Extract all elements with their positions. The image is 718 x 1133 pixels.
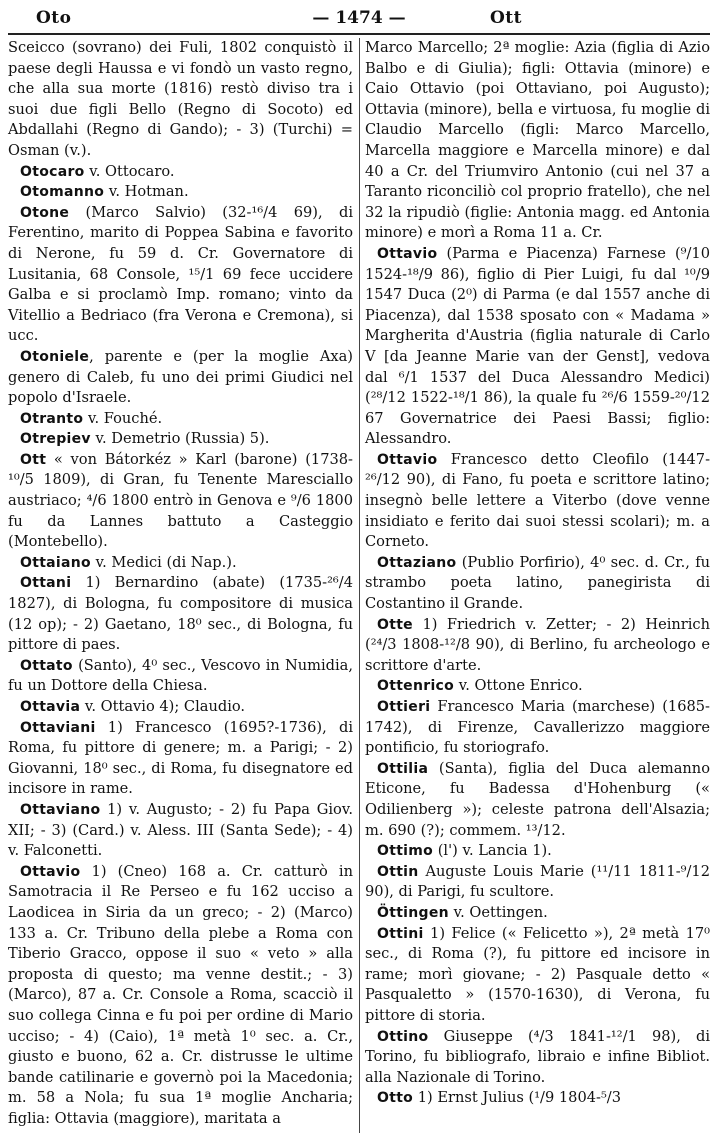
dictionary-entry bbox=[8, 718, 353, 800]
entry-headword: Otoniele bbox=[20, 348, 90, 365]
dictionary-entry bbox=[365, 450, 710, 553]
dictionary-entry bbox=[365, 697, 710, 759]
entry-text: 1) Felice (« Felicetto »), 2ª metà 17⁰ sec., di Roma (?), fu pittore ed incisore in rame; morì giovane; - 2) Pasquale detto « Pasqualetto » (1570-1630), di Verona, fu pittore di storia. bbox=[365, 924, 710, 1024]
page-header bbox=[8, 4, 710, 34]
entry-text: Auguste Louis Marie (¹¹/11 1811-⁹/12 90), di Parigi, fu scultore. bbox=[365, 862, 710, 901]
entry-text: v. Ottone Enrico. bbox=[454, 677, 583, 695]
entry-headword: Ottin bbox=[377, 863, 419, 880]
entry-text: Francesco detto Cleofilo (1447-²⁶/12 90), di Fano, fu poeta e scrittore latino; insegnò belle lettere a Viterbo (dove venne insidiato e ferito dai suoi stessi scolari); m. a Corneto. bbox=[365, 450, 710, 551]
dictionary-entry bbox=[8, 862, 353, 1130]
left-column bbox=[8, 38, 353, 1129]
dictionary-entry bbox=[365, 862, 710, 903]
entry-headword: Otrepiev bbox=[20, 431, 91, 448]
dictionary-entry bbox=[8, 429, 353, 450]
dictionary-entry bbox=[8, 38, 353, 162]
dictionary-entry bbox=[8, 656, 353, 697]
header-left-guide-word: Oto bbox=[36, 8, 72, 28]
entry-headword: Ottini bbox=[377, 925, 424, 942]
entry-text: v. Hotman. bbox=[104, 183, 189, 201]
entry-headword: Otocaro bbox=[20, 163, 85, 180]
entry-headword: Ottilia bbox=[377, 760, 429, 777]
dictionary-entry bbox=[8, 347, 353, 409]
entry-headword: Ottavio bbox=[20, 863, 81, 880]
dictionary-entry bbox=[8, 697, 353, 718]
entry-text: 1) Francesco (1695?-1736), di Roma, fu pittore di genere; m. a Parigi; - 2) Giovanni, 18⁰ sec., di Roma, fu disegnatore ed incisore in rame. bbox=[8, 718, 353, 798]
entry-text: v. Medici (di Nap.). bbox=[90, 553, 237, 571]
entry-headword: Ottaviano bbox=[20, 801, 101, 818]
entry-headword: Ottani bbox=[20, 575, 72, 592]
entry-text: 1) (Cneo) 168 a. Cr. catturò in Samotracia il Re Perseo e fu 162 ucciso a Laodicea in Siria da un greco; - 2) (Marco) 133 a. Cr. Tribuno della plebe a Roma con Tiberio Gracco, oppose il suo « veto » alla proposta di questo; ma venne destit.; - 3) (Marco), 87 a. Cr. Console a Roma, scacciò il suo collega Cinna e fu poi per ordine di Mario ucciso; - 4) (Caio), 1ª metà 1⁰ sec. a. Cr., giusto e buono, 62 a. Cr. distrusse le ultime bande catilinarie e governò poi la Macedonia; m. 58 a Nola; fu sua 1ª moglie Ancharia; figlia: Ottavia (maggiore), maritata a bbox=[8, 862, 353, 1127]
entry-headword: Ottavio bbox=[377, 451, 438, 468]
entry-headword: Ottaiano bbox=[20, 554, 91, 571]
entry-text: (Parma e Piacenza) Farnese (⁹/10 1524-¹⁸/9 86), figlio di Pier Luigi, fu dal ¹⁰/9 1547 Duca (2⁰) di Parma (e dal 1557 anche di Piacenza), dal 1538 sposato con « Madama » Margherita d'Austria (figlia naturale di Carlo V [da Jeanne Marie van der Genst], vedova dal ⁶/1 1537 del Duca Alessandro Medici) (²⁸/12 1522-¹⁸/1 86), la quale fu ²⁶/6 1559-²⁰/12 67 Governatrice dei Paesi Bassi; figlio: Alessandro. bbox=[365, 244, 710, 448]
dictionary-entry bbox=[365, 615, 710, 677]
entry-text: (Publio Porfirio), 4⁰ sec. d. Cr., fu strambo poeta latino, panegirista di Costantino il Grande. bbox=[365, 553, 710, 613]
right-column bbox=[365, 38, 710, 1109]
dictionary-entry bbox=[365, 38, 710, 244]
entry-text: (Marco Salvio) (32-¹⁶/4 69), di Ferentino, marito di Poppea Sabina e favorito di Nerone, fu 59 d. Cr. Governatore di Lusitania, 68 Console, ¹⁵/1 69 fece uccidere Galba e si proclamò Imp. romano; vinto da Vitellio a Bedriaco (fra Verona e Cremona), si ucc. bbox=[8, 203, 353, 345]
entry-text: Francesco Maria (marchese) (1685-1742), di Firenze, Cavallerizzo maggiore pontificio, fu storiografo. bbox=[365, 698, 710, 757]
dictionary-entry bbox=[365, 1027, 710, 1089]
entry-text: (l') v. Lancia 1). bbox=[433, 842, 552, 860]
entry-headword: Ottaviani bbox=[20, 719, 96, 736]
entry-text: (Santa), figlia del Duca alemanno Eticone, fu Badessa d'Hohenburg (« Odilienberg »); celeste patrona dell'Alsazia; m. 690 (?); commem. ¹³/12. bbox=[365, 759, 710, 839]
entry-text: v. Oettingen. bbox=[448, 903, 548, 921]
entry-text: v. Demetrio (Russia) 5). bbox=[90, 430, 270, 448]
dictionary-entry bbox=[365, 1088, 710, 1109]
entry-headword: Öttingen bbox=[377, 904, 449, 921]
dictionary-entry bbox=[8, 573, 353, 655]
entry-text: 1) Ernst Julius (¹/9 1804-⁵/3 bbox=[413, 1089, 622, 1107]
entry-headword: Ottenrico bbox=[377, 678, 455, 695]
column-divider bbox=[359, 38, 360, 1133]
entry-text: (Santo), 4⁰ sec., Vescovo in Numidia, fu un Dottore della Chiesa. bbox=[8, 656, 353, 695]
entry-headword: Ottieri bbox=[377, 699, 431, 715]
entry-text: 1) Bernardino (abate) (1735-²⁶/4 1827), di Bologna, fu compositore di musica (12 op); - 2) Gaetano, 18⁰ sec., di Bologna, fu pittore di paes. bbox=[8, 574, 353, 654]
entry-headword: Otone bbox=[20, 204, 70, 221]
dictionary-entry bbox=[365, 553, 710, 615]
entry-headword: Ottimo bbox=[377, 843, 434, 860]
entry-headword: Otte bbox=[377, 616, 413, 633]
dictionary-entry bbox=[8, 450, 353, 553]
header-rule bbox=[8, 33, 710, 35]
entry-text: « von Bátorkéz » Karl (barone) (1738-¹⁰/5 1809), di Gran, fu Tenente Maresciallo austriaco; ⁴/6 1800 entrò in Genova e ⁹/6 1800 fu da Lannes battuto a Casteggio (Montebello). bbox=[8, 450, 353, 551]
entry-headword: Ottavia bbox=[20, 699, 81, 715]
entry-headword: Ottato bbox=[20, 657, 73, 674]
dictionary-entry bbox=[365, 903, 710, 924]
dictionary-entry bbox=[8, 182, 353, 203]
entry-text: Sceicco (sovrano) dei Fuli, 1802 conquistò il paese degli Haussa e vi fondò un vasto regno, che alla sua morte (1816) restò diviso tra i suoi due figli Bello (Regno di Socoto) ed Abdallahi (Regno di Gando); - 3) (Turchi) = Osman (v.). bbox=[8, 39, 353, 159]
dictionary-entry bbox=[365, 924, 710, 1027]
entry-headword: Ottino bbox=[377, 1028, 429, 1045]
entry-headword: Otomanno bbox=[20, 184, 105, 201]
two-column-body bbox=[8, 38, 710, 1133]
entry-text: 1) v. Augusto; - 2) fu Papa Giov. XII; - 3) (Card.) v. Aless. III (Santa Sede); - 4) v. Falconetti. bbox=[8, 800, 353, 860]
dictionary-entry bbox=[8, 409, 353, 430]
entry-headword: Ottavio bbox=[377, 245, 438, 262]
dictionary-entry bbox=[365, 759, 710, 841]
entry-text: Marco Marcello; 2ª moglie: Azia (figlia di Azio Balbo e di Giulia); figli: Ottavia (minore) e Caio Ottavio (poi Ottaviano, poi Augusto); Ottavia (minore), bella e virtuosa, fu moglie di Claudio Marcello (figli: Marco Marcello, Marcella maggiore e Marcella minore) e dal 40 a Cr. del Triumviro Antonio (cui nel 37 a Taranto riconciliò col proprio fratello), che nel 32 la ripudiò (figlie: Antonia magg. ed Antonia minore) e morì a Roma 11 a. Cr. bbox=[365, 39, 710, 242]
entry-text: 1) Friedrich v. Zetter; - 2) Heinrich (²⁴/3 1808-¹²/8 90), di Berlino, fu archeologo e scrittore d'arte. bbox=[365, 615, 710, 674]
dictionary-entry bbox=[365, 841, 710, 862]
header-right-guide-word: Ott bbox=[489, 8, 522, 28]
dictionary-entry bbox=[8, 800, 353, 862]
entry-headword: Otranto bbox=[20, 410, 84, 427]
entry-text: v. Ottocaro. bbox=[84, 162, 175, 180]
dictionary-entry bbox=[8, 203, 353, 347]
entry-headword: Otto bbox=[377, 1090, 414, 1107]
dictionary-entry bbox=[8, 553, 353, 574]
entry-text: v. Fouché. bbox=[83, 409, 163, 427]
dictionary-entry bbox=[365, 676, 710, 697]
entry-text: Giuseppe (⁴/3 1841-¹²/1 98), di Torino, fu bibliografo, libraio e infine Bibliot. alla Nazionale di Torino. bbox=[365, 1027, 710, 1086]
entry-headword: Ottaziano bbox=[377, 554, 457, 571]
dictionary-entry bbox=[365, 244, 710, 450]
page-number: — 1474 — bbox=[312, 8, 406, 28]
entry-headword: Ott bbox=[20, 451, 47, 468]
entry-text: v. Ottavio 4); Claudio. bbox=[80, 698, 246, 715]
dictionary-entry bbox=[8, 162, 353, 183]
entry-text: , parente e (per la moglie Axa) genero di Caleb, fu uno dei primi Giudici nel popolo d'Israele. bbox=[8, 347, 353, 407]
